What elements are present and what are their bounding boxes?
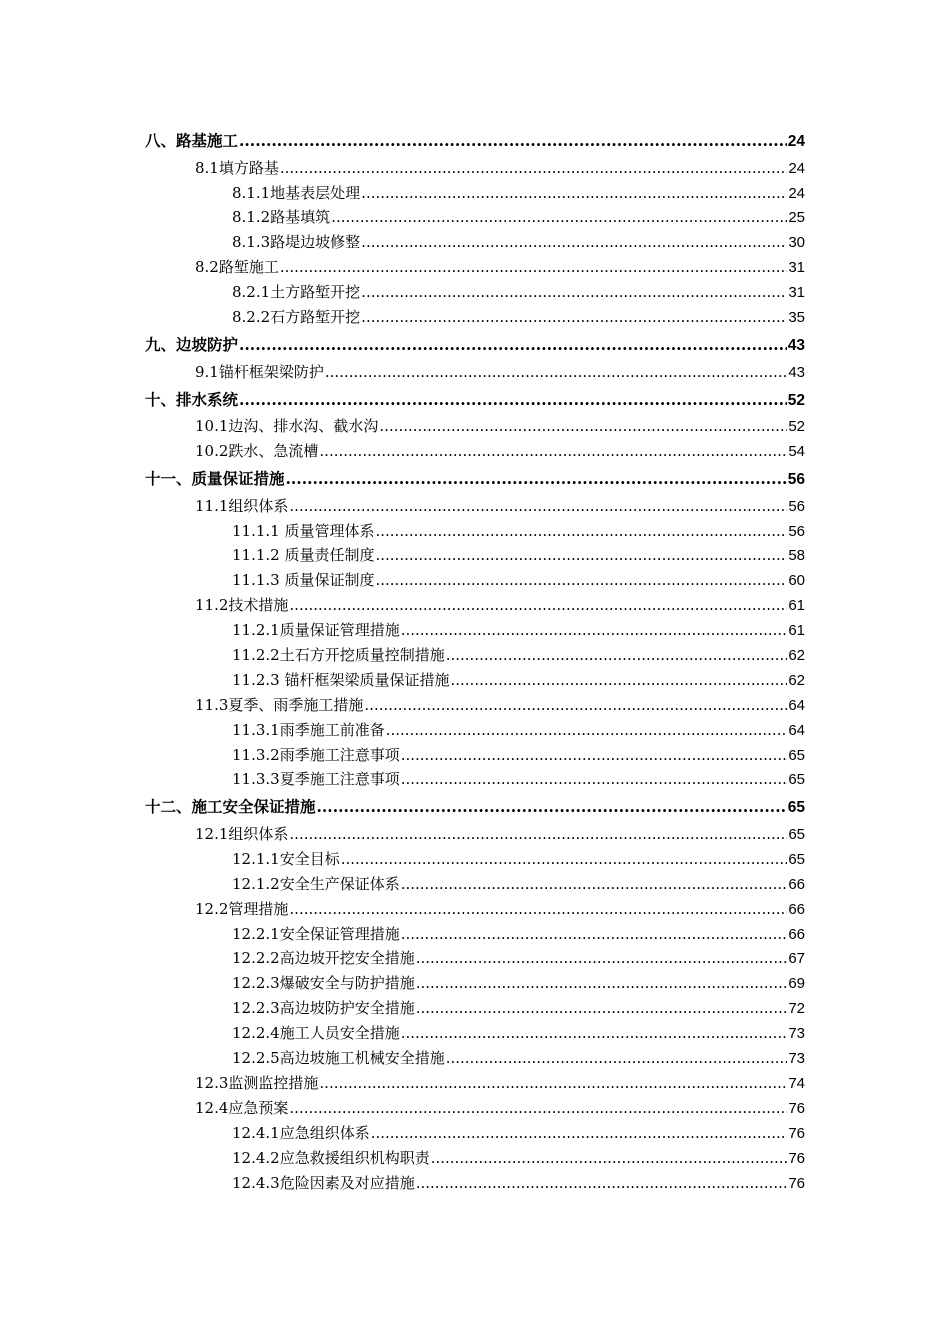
toc-entry-page-number: 76 <box>788 1174 805 1192</box>
toc-entry-title: 10.1边沟、排水沟、截水沟 <box>195 417 379 436</box>
toc-entry[interactable] <box>145 847 805 872</box>
dot-leader <box>401 767 788 792</box>
toc-entry[interactable] <box>145 568 805 593</box>
dot-leader <box>325 360 787 385</box>
toc-entry-title: 12.3监测监控措施 <box>195 1073 319 1092</box>
toc-entry-page-number: 76 <box>788 1149 805 1167</box>
toc-entry[interactable] <box>145 922 805 947</box>
toc-entry-page-number: 54 <box>788 443 805 461</box>
toc-entry[interactable] <box>145 1046 805 1071</box>
toc-entry[interactable] <box>145 126 805 156</box>
dot-leader <box>386 718 788 743</box>
toc-entry-title: 11.1组织体系 <box>195 496 289 515</box>
toc-entry-title: 8.1填方路基 <box>195 158 279 177</box>
toc-entry-page-number: 56 <box>788 522 805 540</box>
toc-entry-page-number: 73 <box>788 1025 805 1043</box>
toc-entry-title: 11.1.2 质量责任制度 <box>232 546 375 565</box>
toc-entry-title: 12.4应急预案 <box>195 1098 289 1117</box>
toc-entry[interactable] <box>145 439 805 464</box>
toc-entry-page-number: 64 <box>788 696 805 714</box>
toc-entry[interactable] <box>145 618 805 643</box>
toc-entry-page-number: 30 <box>788 234 805 252</box>
toc-entry-page-number: 24 <box>787 133 805 150</box>
toc-entry-title: 九、边坡防护 <box>145 334 239 354</box>
dot-leader <box>331 205 787 230</box>
toc-entry-title: 11.1.3 质量保证制度 <box>232 571 375 590</box>
toc-entry-page-number: 52 <box>788 418 805 436</box>
toc-entry[interactable] <box>145 693 805 718</box>
dot-leader <box>446 643 788 668</box>
toc-entry-title: 8.1.1地基表层处理 <box>232 183 361 202</box>
dot-leader <box>289 897 787 922</box>
dot-leader <box>289 822 787 847</box>
dot-leader <box>239 330 787 360</box>
toc-entry-page-number: 25 <box>788 209 805 227</box>
toc-entry-page-number: 61 <box>788 622 805 640</box>
table-of-contents <box>145 126 805 1195</box>
toc-entry-page-number: 56 <box>788 497 805 515</box>
dot-leader <box>361 305 787 330</box>
toc-entry-page-number: 65 <box>788 771 805 789</box>
toc-entry-title: 12.1.2安全生产保证体系 <box>232 874 400 893</box>
toc-entry-title: 12.2.4施工人员安全措施 <box>232 1024 400 1043</box>
toc-entry-title: 11.1.1 质量管理体系 <box>232 521 375 540</box>
dot-leader <box>239 385 787 415</box>
toc-entry[interactable] <box>145 494 805 519</box>
toc-entry-page-number: 65 <box>788 826 805 844</box>
dot-leader <box>401 922 788 947</box>
toc-entry-title: 11.3.3夏季施工注意事项 <box>232 770 400 789</box>
dot-leader <box>289 593 787 618</box>
toc-entry-title: 11.2.1质量保证管理措施 <box>232 621 400 640</box>
toc-entry[interactable] <box>145 543 805 568</box>
toc-entry[interactable] <box>145 360 805 385</box>
dot-leader <box>416 946 788 971</box>
toc-entry-page-number: 56 <box>787 470 805 488</box>
toc-entry[interactable] <box>145 897 805 922</box>
toc-entry[interactable] <box>145 1071 805 1096</box>
toc-entry[interactable] <box>145 156 805 181</box>
toc-entry[interactable] <box>145 718 805 743</box>
toc-entry[interactable] <box>145 519 805 544</box>
toc-entry-title: 12.2.3高边坡防护安全措施 <box>232 999 415 1018</box>
toc-entry-title: 12.1组织体系 <box>195 825 289 844</box>
dot-leader <box>341 847 788 872</box>
toc-entry-title: 11.3.2雨季施工注意事项 <box>232 745 400 764</box>
toc-entry-title: 11.3夏季、雨季施工措施 <box>195 695 364 714</box>
toc-entry-title: 8.2路堑施工 <box>195 258 279 277</box>
toc-entry-page-number: 69 <box>788 975 805 993</box>
toc-entry-title: 八、路基施工 <box>145 131 239 150</box>
toc-entry-title: 十一、质量保证措施 <box>145 468 285 488</box>
toc-entry-title: 8.1.2路基填筑 <box>232 208 331 227</box>
toc-entry[interactable] <box>145 1171 805 1196</box>
toc-entry-title: 十、排水系统 <box>145 389 239 409</box>
toc-entry-page-number: 24 <box>788 184 805 202</box>
toc-entry-page-number: 35 <box>788 309 805 327</box>
toc-entry-title: 11.2.3 锚杆框架梁质量保证措施 <box>232 670 450 689</box>
toc-entry-page-number: 67 <box>788 950 805 968</box>
toc-entry[interactable] <box>145 668 805 693</box>
toc-entry-title: 11.3.1雨季施工前准备 <box>232 720 385 739</box>
toc-entry[interactable] <box>145 280 805 305</box>
toc-entry[interactable] <box>145 181 805 206</box>
dot-leader <box>450 668 787 693</box>
toc-entry[interactable] <box>145 996 805 1021</box>
toc-entry[interactable] <box>145 1121 805 1146</box>
toc-entry-title: 9.1锚杆框架梁防护 <box>195 362 324 381</box>
dot-leader <box>371 1121 788 1146</box>
toc-entry[interactable] <box>145 330 805 360</box>
toc-entry-page-number: 58 <box>788 547 805 565</box>
dot-leader <box>319 1071 787 1096</box>
toc-entry-title: 12.4.1应急组织体系 <box>232 1123 370 1142</box>
dot-leader <box>446 1046 788 1071</box>
dot-leader <box>416 971 788 996</box>
toc-entry-page-number: 43 <box>787 336 805 354</box>
toc-entry[interactable] <box>145 305 805 330</box>
toc-entry-page-number: 76 <box>788 1099 805 1117</box>
toc-entry[interactable] <box>145 385 805 415</box>
dot-leader <box>416 996 788 1021</box>
toc-entry-title: 12.4.3危险因素及对应措施 <box>232 1173 415 1192</box>
toc-entry-title: 12.2.3爆破安全与防护措施 <box>232 974 415 993</box>
toc-entry[interactable] <box>145 971 805 996</box>
dot-leader <box>375 519 787 544</box>
toc-entry-page-number: 60 <box>788 572 805 590</box>
toc-entry[interactable] <box>145 255 805 280</box>
toc-entry-page-number: 72 <box>788 1000 805 1018</box>
toc-entry[interactable] <box>145 822 805 847</box>
toc-entry-title: 8.2.1土方路堑开挖 <box>232 283 361 302</box>
toc-entry-page-number: 24 <box>788 159 805 177</box>
dot-leader <box>289 1096 787 1121</box>
toc-entry-title: 12.2.1安全保证管理措施 <box>232 924 400 943</box>
dot-leader <box>361 230 787 255</box>
dot-leader <box>319 439 787 464</box>
toc-entry[interactable] <box>145 1146 805 1171</box>
toc-entry-page-number: 52 <box>787 391 805 409</box>
dot-leader <box>280 255 787 280</box>
dot-leader <box>361 181 787 206</box>
toc-entry-page-number: 65 <box>788 746 805 764</box>
toc-entry[interactable] <box>145 643 805 668</box>
toc-entry-title: 12.4.2应急救援组织机构职责 <box>232 1148 430 1167</box>
toc-entry[interactable] <box>145 414 805 439</box>
dot-leader <box>375 568 787 593</box>
toc-entry[interactable] <box>145 1021 805 1046</box>
toc-entry-page-number: 66 <box>788 925 805 943</box>
dot-leader <box>286 464 787 494</box>
toc-entry-page-number: 64 <box>788 721 805 739</box>
toc-entry-title: 12.1.1安全目标 <box>232 849 340 868</box>
toc-entry-title: 11.2.2土石方开挖质量控制措施 <box>232 646 445 664</box>
toc-entry[interactable] <box>145 464 805 494</box>
dot-leader <box>401 1021 788 1046</box>
dot-leader <box>375 543 787 568</box>
dot-leader <box>379 414 787 439</box>
toc-entry[interactable] <box>145 1096 805 1121</box>
dot-leader <box>401 872 788 897</box>
toc-entry-page-number: 66 <box>788 900 805 918</box>
toc-entry[interactable] <box>145 205 805 230</box>
dot-leader <box>364 693 787 718</box>
toc-entry-page-number: 73 <box>788 1050 805 1068</box>
toc-entry-page-number: 76 <box>788 1124 805 1142</box>
toc-entry-title: 十二、施工安全保证措施 <box>145 797 316 817</box>
toc-entry-page-number: 62 <box>788 647 805 664</box>
toc-entry-title: 12.2.5高边坡施工机械安全措施 <box>232 1049 445 1068</box>
toc-entry-title: 10.2跌水、急流槽 <box>195 442 319 461</box>
toc-entry-page-number: 74 <box>788 1074 805 1092</box>
toc-entry-title: 8.2.2石方路堑开挖 <box>232 308 361 327</box>
dot-leader <box>239 126 787 156</box>
toc-entry-page-number: 61 <box>788 597 805 615</box>
dot-leader <box>401 618 788 643</box>
toc-entry[interactable] <box>145 946 805 971</box>
toc-entry-page-number: 66 <box>788 875 805 893</box>
toc-entry[interactable] <box>145 792 805 822</box>
toc-entry[interactable] <box>145 767 805 792</box>
dot-leader <box>280 156 787 181</box>
toc-entry[interactable] <box>145 230 805 255</box>
toc-entry-page-number: 65 <box>787 799 805 817</box>
dot-leader <box>431 1146 788 1171</box>
toc-entry-page-number: 62 <box>788 671 805 689</box>
toc-entry[interactable] <box>145 593 805 618</box>
dot-leader <box>416 1171 788 1196</box>
toc-entry-page-number: 31 <box>788 259 805 277</box>
dot-leader <box>289 494 787 519</box>
toc-entry-title: 11.2技术措施 <box>195 596 289 615</box>
dot-leader <box>361 280 787 305</box>
dot-leader <box>401 743 788 768</box>
dot-leader <box>317 792 787 822</box>
toc-entry-page-number: 43 <box>788 363 805 381</box>
toc-entry-title: 12.2管理措施 <box>195 899 289 918</box>
toc-entry-title: 12.2.2高边坡开挖安全措施 <box>232 949 415 968</box>
toc-entry[interactable] <box>145 872 805 897</box>
toc-entry-page-number: 65 <box>788 850 805 868</box>
toc-entry[interactable] <box>145 743 805 768</box>
toc-entry-title: 8.1.3路堤边坡修整 <box>232 233 361 252</box>
toc-entry-page-number: 31 <box>788 284 805 302</box>
